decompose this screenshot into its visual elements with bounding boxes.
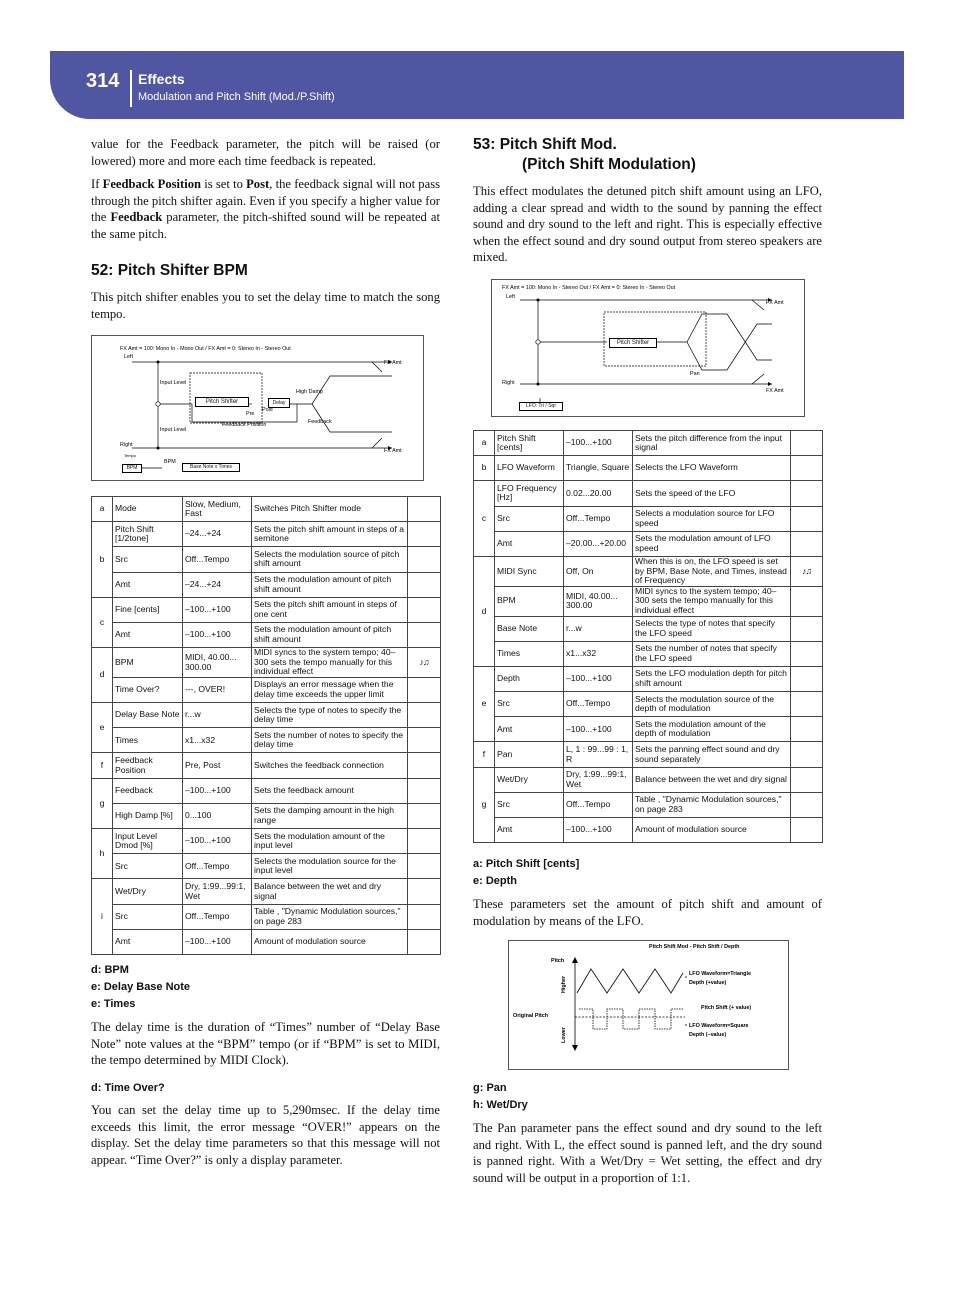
table-row <box>474 641 823 666</box>
param-value: Dry, 1:99...99:1, Wet <box>564 767 633 792</box>
icon-cell <box>791 556 823 586</box>
param-value: –100...+100 <box>183 597 252 622</box>
delay-time-paragraph: The delay time is the duration of “Times” number of “Delay Base Note” note values at the “BPM” tempo (or if “BPM” is set to MIDI, the tempo determined by MIDI Clock). <box>91 1020 440 1068</box>
param-name: Pitch Shift [cents] <box>495 431 564 456</box>
icon-cell <box>408 648 441 678</box>
table-row <box>92 677 441 702</box>
table-row <box>92 703 441 728</box>
icon-cell <box>408 728 441 753</box>
param-description: Sets the number of notes that specify the LFO speed <box>633 641 791 666</box>
intro-paragraph-2: If Feedback Position is set to Post, the feedback signal will not pass through the pitch shifter again. Even if you specify a higher value for the Feedback parameter, the pitch-shifted sound will be repeated at the same pitch. <box>91 177 440 241</box>
icon-cell <box>791 717 823 742</box>
param-value: –100...+100 <box>564 666 633 691</box>
icon-cell <box>408 547 441 572</box>
icon-cell <box>408 597 441 622</box>
wave-label-lower: Lower <box>561 1027 567 1043</box>
subhead-pitch-shift: a: Pitch Shift [cents] <box>473 858 580 870</box>
group-letter: e <box>92 703 113 753</box>
subhead-depth: e: Depth <box>473 875 517 887</box>
param-value: r...w <box>564 616 633 641</box>
param-value: Pre, Post <box>183 753 252 778</box>
param-name: Pan <box>495 742 564 767</box>
diagram-title: FX Amt = 100: Mono In - Mono Out / FX Amt = 0: Stereo In - Stereo Out <box>120 346 291 352</box>
param-value: MIDI, 40.00... 300.00 <box>183 648 252 678</box>
label-input-level-top: Input Level <box>160 380 187 386</box>
group-letter: f <box>92 753 113 778</box>
param-name: Amt <box>113 929 183 954</box>
table-row <box>92 572 441 597</box>
label-right: Right <box>502 380 515 386</box>
label-post: Post <box>262 407 273 413</box>
table-row <box>92 547 441 572</box>
param-value: Off...Tempo <box>183 547 252 572</box>
icon-cell <box>408 778 441 803</box>
icon-cell <box>791 481 823 506</box>
subhead-times: e: Times <box>91 998 136 1010</box>
icon-cell <box>408 703 441 728</box>
icon-cell <box>408 572 441 597</box>
param-description: Switches the feedback connection <box>252 753 408 778</box>
param-value: –24...+24 <box>183 522 252 547</box>
delay-box: Delay <box>268 398 290 408</box>
icon-cell <box>408 677 441 702</box>
param-name: LFO Waveform <box>495 456 564 481</box>
param-name: Amt <box>113 622 183 647</box>
table-row <box>92 879 441 904</box>
table-row <box>474 666 823 691</box>
param-name: Input Level Dmod [%] <box>113 829 183 854</box>
icon-cell <box>791 641 823 666</box>
subhead-pan: g: Pan <box>473 1082 507 1094</box>
subhead-bpm: d: BPM <box>91 964 129 976</box>
table-row <box>92 728 441 753</box>
table-row <box>474 767 823 792</box>
param-value: –100...+100 <box>183 929 252 954</box>
group-letter: i <box>92 879 113 955</box>
param-description: MIDI syncs to the system tempo; 40–300 sets the tempo manually for this individual effect <box>252 648 408 678</box>
param-description: Amount of modulation source <box>252 929 408 954</box>
param-value: Dry, 1:99...99:1, Wet <box>183 879 252 904</box>
param-name: Amt <box>495 818 564 843</box>
param-name: Src <box>113 854 183 879</box>
param-name: Base Note <box>495 616 564 641</box>
table-row <box>92 648 441 678</box>
param-name: Depth <box>495 666 564 691</box>
group-letter: g <box>474 767 495 843</box>
label-fx-amt-top: FX Amt <box>384 360 402 366</box>
table-row <box>474 818 823 843</box>
param-value: Off...Tempo <box>183 854 252 879</box>
param-description: Sets the pitch shift amount in steps of one cent <box>252 597 408 622</box>
param-value: Off...Tempo <box>564 792 633 817</box>
icon-cell <box>408 622 441 647</box>
group-letter: c <box>92 597 113 647</box>
icon-cell <box>408 803 441 828</box>
section-53-title: 53: Pitch Shift Mod. <box>473 136 617 153</box>
group-letter: a <box>92 497 113 522</box>
table-row <box>92 597 441 622</box>
param-description: Sets the modulation amount of the input level <box>252 829 408 854</box>
param-description: Selects the type of notes to specify the delay time <box>252 703 408 728</box>
wave-label-higher: Higher <box>561 975 567 993</box>
param-value: x1...x32 <box>564 641 633 666</box>
section-53-description: This effect modulates the detuned pitch shift amount using an LFO, adding a clear spread and width to the sound by panning the effect sound and dry sound to the left and right. This is especially effective when the effect sound and dry sound output from stereo speakers are mixed. <box>473 184 822 265</box>
table-row <box>92 929 441 954</box>
group-letter: c <box>474 481 495 557</box>
param-value: 0.02...20.00 <box>564 481 633 506</box>
param-description: Selects the type of notes that specify the LFO speed <box>633 616 791 641</box>
table-row <box>474 586 823 616</box>
param-value: Off...Tempo <box>564 506 633 531</box>
param-description: Switches Pitch Shifter mode <box>252 497 408 522</box>
param-value: –100...+100 <box>564 717 633 742</box>
label-bpm: BPM <box>164 459 176 465</box>
param-value: –24...+24 <box>183 572 252 597</box>
label-high-damp: High Damp <box>296 389 323 395</box>
wave-label-depth-positive: Depth (+value) <box>689 980 727 986</box>
param-description: Selects the modulation source of pitch shift amount <box>252 547 408 572</box>
subhead-delay-base-note: e: Delay Base Note <box>91 981 191 993</box>
param-description: Sets the modulation amount of pitch shift amount <box>252 572 408 597</box>
param-description: Selects the modulation source for the input level <box>252 854 408 879</box>
icon-cell <box>408 904 441 929</box>
param-name: Feedback Position <box>113 753 183 778</box>
param-name: Src <box>495 792 564 817</box>
param-description: Sets the pitch shift amount in steps of a semitone <box>252 522 408 547</box>
table-row <box>92 497 441 522</box>
param-name: BPM <box>495 586 564 616</box>
param-description: Selects the LFO Waveform <box>633 456 791 481</box>
icon-cell <box>791 742 823 767</box>
group-letter: h <box>92 829 113 879</box>
table-row <box>474 431 823 456</box>
param-value: MIDI, 40.00... 300.00 <box>564 586 633 616</box>
icon-cell <box>791 531 823 556</box>
param-description: Selects the modulation source of the depth of modulation <box>633 692 791 717</box>
icon-cell <box>408 929 441 954</box>
wave-label-pitch-shift: Pitch Shift (+ value) <box>701 1005 752 1011</box>
param-value: 0...100 <box>183 803 252 828</box>
param-name: Fine [cents] <box>113 597 183 622</box>
page-number: 314 <box>86 70 120 92</box>
param-description: Sets the number of notes to specify the delay time <box>252 728 408 753</box>
wave-label-original-pitch: Original Pitch <box>513 1013 549 1019</box>
param-value: –100...+100 <box>564 818 633 843</box>
diagram-title: FX Amt = 100: Mono In - Stereo Out / FX Amt = 0: Stereo In - Stereo Out <box>502 285 676 291</box>
pan-paragraph: The Pan parameter pans the effect sound and dry sound to the left and right. With L, the effect sound is panned left, and the dry sound is panned right. With a Wet/Dry = Wet setting, the effect and dry sound will be output in a proportion of 1:1. <box>473 1121 822 1185</box>
icon-cell <box>408 753 441 778</box>
table-row <box>474 742 823 767</box>
base-note-times-box: Base Note x Times <box>182 463 240 472</box>
icon-cell <box>408 829 441 854</box>
section-52-title: 52: Pitch Shifter BPM <box>91 262 248 279</box>
param-name: Src <box>113 904 183 929</box>
group-letter: f <box>474 742 495 767</box>
time-over-paragraph: You can set the delay time up to 5,290msec. If the delay time exceeds this limit, the error message “OVER!” appears on the display. Set the delay time parameters so that this message will not appear. “Time Over?” is only a display parameter. <box>91 1103 440 1167</box>
param-description: Sets the damping amount in the high range <box>252 803 408 828</box>
table-row <box>92 829 441 854</box>
table-row <box>474 616 823 641</box>
label-pre: Pre <box>246 411 255 417</box>
table-row <box>92 778 441 803</box>
param-description: Sets the speed of the LFO <box>633 481 791 506</box>
param-description: Balance between the wet and dry signal <box>633 767 791 792</box>
param-name: Wet/Dry <box>495 767 564 792</box>
param-description: Sets the modulation amount of pitch shift amount <box>252 622 408 647</box>
pitch-shifter-bpm-diagram <box>91 335 424 481</box>
param-description: Balance between the wet and dry signal <box>252 879 408 904</box>
pitch-shift-mod-parameter-table <box>473 430 823 843</box>
label-tempo: Tempo <box>124 453 137 458</box>
icon-cell <box>791 666 823 691</box>
param-description: Table , "Dynamic Modulation sources," on page 283 <box>252 904 408 929</box>
table-row <box>474 692 823 717</box>
param-name: Src <box>495 692 564 717</box>
param-description: Selects a modulation source for LFO speed <box>633 506 791 531</box>
param-name: Amt <box>495 531 564 556</box>
table-row <box>92 803 441 828</box>
group-letter: a <box>474 431 495 456</box>
icon-cell <box>791 506 823 531</box>
icon-cell <box>791 456 823 481</box>
param-name: Mode <box>113 497 183 522</box>
pitch-shift-mod-waveform-diagram <box>508 940 789 1070</box>
header-divider <box>130 70 132 107</box>
subhead-time-over: d: Time Over? <box>91 1082 165 1094</box>
param-name: Time Over? <box>113 677 183 702</box>
label-input-level-bottom: Input Level <box>160 427 187 433</box>
label-pan: Pan <box>690 371 700 377</box>
icon-cell <box>791 767 823 792</box>
param-name: Pitch Shift [1/2tone] <box>113 522 183 547</box>
header-title: Effects <box>138 71 185 87</box>
param-name: Src <box>113 547 183 572</box>
group-letter: d <box>474 556 495 666</box>
tempo-sync-icon: ♪♫ <box>419 657 429 668</box>
label-feedback: Feedback <box>308 419 332 425</box>
wave-label-triangle: LFO Waveform=Triangle <box>689 971 751 977</box>
param-name: Delay Base Note <box>113 703 183 728</box>
param-value: –100...+100 <box>183 622 252 647</box>
lfo-box: LFO: Tri / Sqr <box>519 402 563 411</box>
icon-cell <box>408 854 441 879</box>
icon-cell <box>408 879 441 904</box>
param-name: Amt <box>113 572 183 597</box>
pitch-shifter-box: Pitch Shifter <box>195 397 249 407</box>
wave-title: Pitch Shift Mod - Pitch Shift / Depth <box>649 944 740 950</box>
group-letter: d <box>92 648 113 703</box>
table-row <box>474 717 823 742</box>
param-value: Triangle, Square <box>564 456 633 481</box>
label-feedback-position: Feedback Position <box>222 422 267 428</box>
param-value: Off, On <box>564 556 633 586</box>
label-fx-amt-top: FX Amt <box>766 300 784 306</box>
param-value: –100...+100 <box>183 778 252 803</box>
param-description: Sets the pitch difference from the input signal <box>633 431 791 456</box>
icon-cell <box>791 792 823 817</box>
icon-cell <box>408 497 441 522</box>
param-description: Sets the modulation amount of LFO speed <box>633 531 791 556</box>
param-description: Sets the panning effect sound and dry sound separately <box>633 742 791 767</box>
pitch-shifter-bpm-parameter-table <box>91 496 441 955</box>
param-name: BPM <box>113 648 183 678</box>
param-value: ---, OVER! <box>183 677 252 702</box>
param-description: When this is on, the LFO speed is set by BPM, Base Note, and Times, instead of Frequency <box>633 556 791 586</box>
param-name: Times <box>113 728 183 753</box>
param-description: Sets the LFO modulation depth for pitch shift amount <box>633 666 791 691</box>
label-left: Left <box>124 354 133 360</box>
group-letter: e <box>474 666 495 742</box>
group-letter: g <box>92 778 113 828</box>
signal-flow-lines <box>492 280 804 416</box>
label-fx-amt-bottom: FX Amt <box>384 448 402 454</box>
table-row <box>92 522 441 547</box>
pitch-shift-mod-diagram <box>491 279 805 417</box>
signal-flow-lines <box>92 336 423 480</box>
param-name: MIDI Sync <box>495 556 564 586</box>
param-description: Sets the feedback amount <box>252 778 408 803</box>
table-row <box>92 753 441 778</box>
pitch-shifter-box: Pitch Shifter <box>609 338 657 348</box>
bpm-box: BPM <box>122 464 142 473</box>
param-value: L, 1 : 99...99 : 1, R <box>564 742 633 767</box>
param-name: High Damp [%] <box>113 803 183 828</box>
param-name: Wet/Dry <box>113 879 183 904</box>
icon-cell <box>791 616 823 641</box>
param-value: Off...Tempo <box>183 904 252 929</box>
param-name: Feedback <box>113 778 183 803</box>
group-letter: b <box>474 456 495 481</box>
param-description: Displays an error message when the delay time exceeds the upper limit <box>252 677 408 702</box>
icon-cell <box>408 522 441 547</box>
label-right: Right <box>120 442 133 448</box>
icon-cell <box>791 586 823 616</box>
subhead-wet-dry: h: Wet/Dry <box>473 1099 528 1111</box>
group-letter: b <box>92 522 113 598</box>
label-left: Left <box>506 294 515 300</box>
param-value: –100...+100 <box>183 829 252 854</box>
param-description: Amount of modulation source <box>633 818 791 843</box>
table-row <box>474 506 823 531</box>
wave-label-depth-negative: Depth (–value) <box>689 1032 727 1038</box>
param-value: Slow, Medium, Fast <box>183 497 252 522</box>
table-row <box>474 531 823 556</box>
section-53-subtitle: (Pitch Shift Modulation) <box>522 156 696 173</box>
section-52-description: This pitch shifter enables you to set the delay time to match the song tempo. <box>91 290 440 321</box>
tempo-sync-icon: ♪♫ <box>801 566 812 577</box>
intro-paragraph-1: value for the Feedback parameter, the pitch will be raised (or lowered) more and more each time feedback is repeated. <box>91 137 440 168</box>
param-value: r...w <box>183 703 252 728</box>
param-name: Times <box>495 641 564 666</box>
param-name: Amt <box>495 717 564 742</box>
table-row <box>474 556 823 586</box>
wave-label-square: LFO Waveform=Square <box>689 1023 749 1029</box>
param-value: –20.00...+20.00 <box>564 531 633 556</box>
param-name: LFO Frequency [Hz] <box>495 481 564 506</box>
param-value: Off...Tempo <box>564 692 633 717</box>
table-row <box>474 792 823 817</box>
icon-cell <box>791 692 823 717</box>
wave-label-pitch: Pitch <box>551 958 565 964</box>
icon-cell <box>791 818 823 843</box>
depth-paragraph: These parameters set the amount of pitch shift and amount of modulation by means of the LFO. <box>473 897 822 928</box>
param-description: Table , "Dynamic Modulation sources," on page 283 <box>633 792 791 817</box>
param-description: MIDI syncs to the system tempo; 40–300 sets the tempo manually for this individual effect <box>633 586 791 616</box>
table-row <box>92 622 441 647</box>
label-fx-amt-bottom: FX Amt <box>766 388 784 394</box>
header-subtitle: Modulation and Pitch Shift (Mod./P.Shift) <box>138 91 335 103</box>
table-row <box>474 456 823 481</box>
param-value: x1...x32 <box>183 728 252 753</box>
table-row <box>92 904 441 929</box>
param-description: Sets the modulation amount of the depth of modulation <box>633 717 791 742</box>
param-value: –100...+100 <box>564 431 633 456</box>
table-row <box>92 854 441 879</box>
icon-cell <box>791 431 823 456</box>
table-row <box>474 481 823 506</box>
param-name: Src <box>495 506 564 531</box>
